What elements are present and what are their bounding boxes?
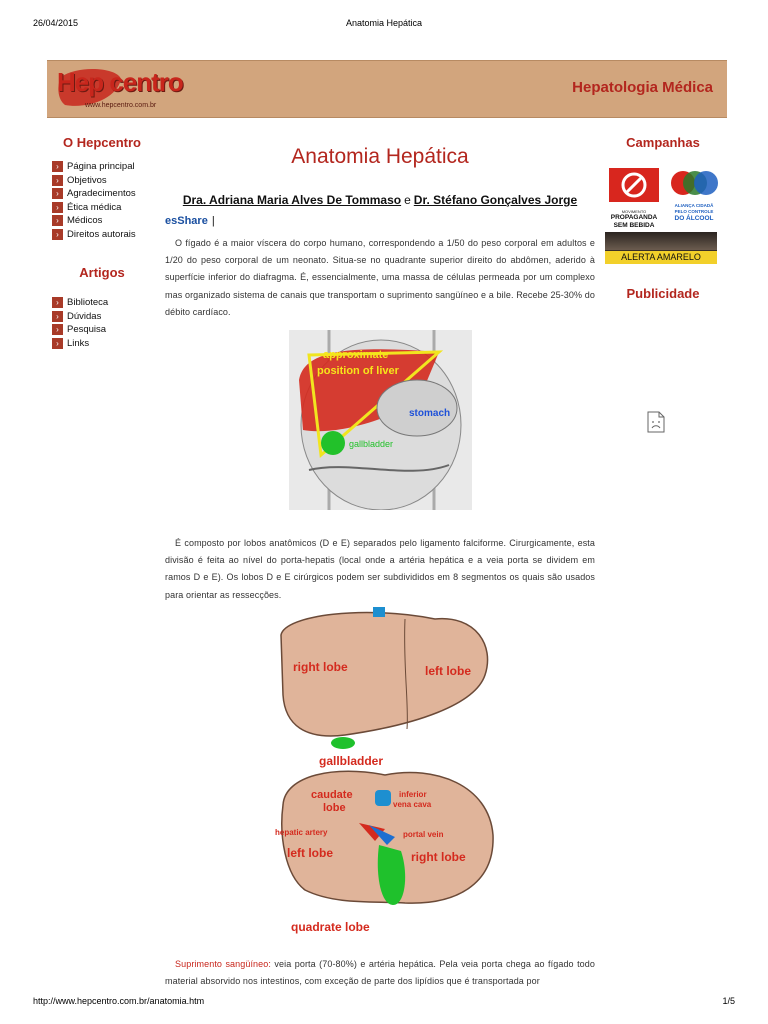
chevron-right-icon: › — [52, 311, 63, 322]
chevron-right-icon: › — [52, 338, 63, 349]
artigos-heading: Artigos — [79, 265, 125, 280]
badge1-line2: PROPAGANDA — [610, 214, 658, 221]
artigos-menu — [52, 296, 152, 350]
blood-supply-paragraph — [165, 956, 595, 990]
fig2-quadrate-lobe: quadrate lobe — [291, 920, 370, 934]
left-sidebar — [52, 135, 152, 350]
menu-item-medicos[interactable] — [52, 214, 152, 228]
page-title: Anatomia Hepática — [291, 145, 469, 168]
main-content — [165, 140, 595, 987]
campaign-badges — [603, 168, 723, 228]
alerta-label: ALERTA AMARELO — [605, 251, 717, 264]
chevron-right-icon: › — [52, 161, 63, 172]
author-link-2[interactable]: Dr. Stéfano Gonçalves Jorge — [413, 193, 578, 207]
menu-item-label: Agradecimentos — [67, 188, 136, 199]
fig2-right-lobe-b: right lobe — [411, 850, 466, 864]
liver-lobes-figure — [275, 605, 497, 935]
site-banner — [47, 60, 727, 118]
intro-paragraph: O fígado é a maior víscera do corpo humano, correspondendo a 1/50 do peso corporal em adultos e 1/20 do peso corporal de um neonato. Situa-se no quadrante superior direito do abdômen, aderido à superfície inferior do diafragma. É, essencialmente, uma massa de células permeada por um complexo mas organizado sistema de canais que transportam o suprimento sangüíneo e a bile. Recebe 25-30% do débito cardíaco. — [165, 238, 595, 317]
menu-item-label: Página principal — [67, 161, 135, 172]
fig2-caudate: caudate — [311, 789, 353, 801]
fig2-left-lobe-b: left lobe — [287, 846, 334, 860]
fig2-left-lobe: left lobe — [425, 664, 472, 678]
hepcentro-heading: O Hepcentro — [62, 135, 141, 150]
menu-item-agradecimentos[interactable] — [52, 187, 152, 201]
menu-item-label: Direitos autorais — [67, 228, 136, 240]
fig1-label-approx: approximate — [323, 349, 389, 361]
menu-item-label: Médicos — [67, 215, 103, 226]
menu-item-pagina-principal[interactable] — [52, 160, 152, 174]
fig2-right-lobe: right lobe — [293, 660, 348, 674]
blood-supply-lead: Suprimento sangüíneo: — [175, 959, 271, 969]
chevron-right-icon: › — [52, 215, 63, 226]
share-separator: | — [211, 215, 215, 227]
logo-url: www.hepcentro.com.br — [85, 102, 157, 109]
alliance-circles-icon — [669, 168, 719, 198]
share-button[interactable]: Share — [177, 215, 208, 227]
banner-title: Hepatologia Médica — [572, 79, 713, 96]
fig2-inferior: inferior — [399, 790, 427, 799]
hepcentro-menu — [52, 160, 152, 241]
menu-item-label: Ética médica — [67, 201, 122, 213]
fig2-gallbladder: gallbladder — [319, 754, 384, 768]
lobes-paragraph: É composto por lobos anatômicos (D e E) separados pelo ligamento falciforme. Cirurgicamente, esta divisão é feita ao nível do porta-hepatis (local onde a artéria hepática e a veia porta se dividem em ramos D e E). Os lobos D e E cirúrgicos podem ser subdivididos em 8 segmentos os quais são usados para orientar as ressecções. — [165, 538, 595, 600]
abdomen-liver-figure — [289, 330, 472, 510]
menu-item-label: Dúvidas — [67, 310, 102, 322]
chevron-right-icon: › — [52, 324, 63, 335]
fig2-caudate-lobe: lobe — [323, 802, 346, 814]
chevron-right-icon: › — [52, 229, 63, 240]
authors-line — [165, 193, 595, 207]
fig2-vena-cava: vena cava — [393, 800, 432, 809]
menu-item-label: Biblioteca — [67, 297, 109, 308]
menu-item-links[interactable] — [52, 337, 152, 351]
chevron-right-icon: › — [52, 188, 63, 199]
menu-item-label: Objetivos — [67, 174, 107, 186]
menu-item-objetivos[interactable] — [52, 174, 152, 188]
print-title: Anatomia Hepática — [345, 18, 423, 28]
fig1-label-stomach: stomach — [409, 408, 451, 419]
right-sidebar — [603, 135, 723, 319]
badge2-line2: PELO CONTROLE — [674, 209, 714, 214]
propaganda-sem-bebida-badge[interactable] — [607, 168, 661, 229]
hepcentro-logo[interactable] — [57, 65, 192, 113]
print-date: 26/04/2015 — [33, 18, 79, 28]
chevron-right-icon: › — [52, 175, 63, 186]
menu-item-duvidas[interactable] — [52, 310, 152, 324]
badge1-line3: SEM BEBIDA — [613, 222, 655, 229]
authors-conjunction: e — [404, 193, 411, 207]
share-widget[interactable] — [165, 215, 595, 227]
chevron-right-icon: › — [52, 297, 63, 308]
publicidade-heading: Publicidade — [626, 286, 700, 301]
campanhas-heading: Campanhas — [626, 135, 700, 150]
alerta-eyes-image — [605, 232, 717, 250]
menu-item-direitos-autorais[interactable] — [52, 228, 152, 242]
fig2-hepatic-artery: hepatic artery — [275, 828, 328, 837]
logo-text: Hep centro — [57, 67, 183, 97]
print-page-number: 1/5 — [722, 996, 735, 1006]
alerta-amarelo-banner[interactable] — [605, 232, 717, 264]
alianca-cidada-badge[interactable] — [669, 168, 719, 226]
fig1-label-gallbladder: gallbladder — [349, 439, 394, 449]
blood-supply-text: veia porta (70-80%) e artéria hepática. Pela veia porta chega ao fígado todo material absorvido nos intestinos, com exceção de parte dos lipídios que é transportada por — [165, 959, 595, 987]
no-drink-icon — [607, 168, 661, 204]
badge2-line1: ALIANÇA CIDADÃ — [674, 203, 714, 208]
menu-item-label: Links — [67, 337, 90, 349]
share-prefix: es — [165, 215, 178, 227]
menu-item-pesquisa[interactable] — [52, 323, 152, 337]
broken-image-icon — [647, 411, 665, 433]
print-url: http://www.hepcentro.com.br/anatomia.htm — [33, 996, 205, 1006]
badge2-line3: DO ÁLCOOL — [674, 215, 714, 222]
fig2-portal-vein: portal vein — [403, 830, 444, 839]
chevron-right-icon: › — [52, 202, 63, 213]
fig1-label-position: position of liver — [317, 365, 399, 377]
badge1-line1: MOVIMENTO — [621, 209, 647, 214]
menu-item-biblioteca[interactable] — [52, 296, 152, 310]
menu-item-etica-medica[interactable] — [52, 201, 152, 215]
menu-item-label: Pesquisa — [67, 324, 107, 335]
author-link-1[interactable]: Dra. Adriana Maria Alves De Tommaso — [182, 193, 402, 207]
